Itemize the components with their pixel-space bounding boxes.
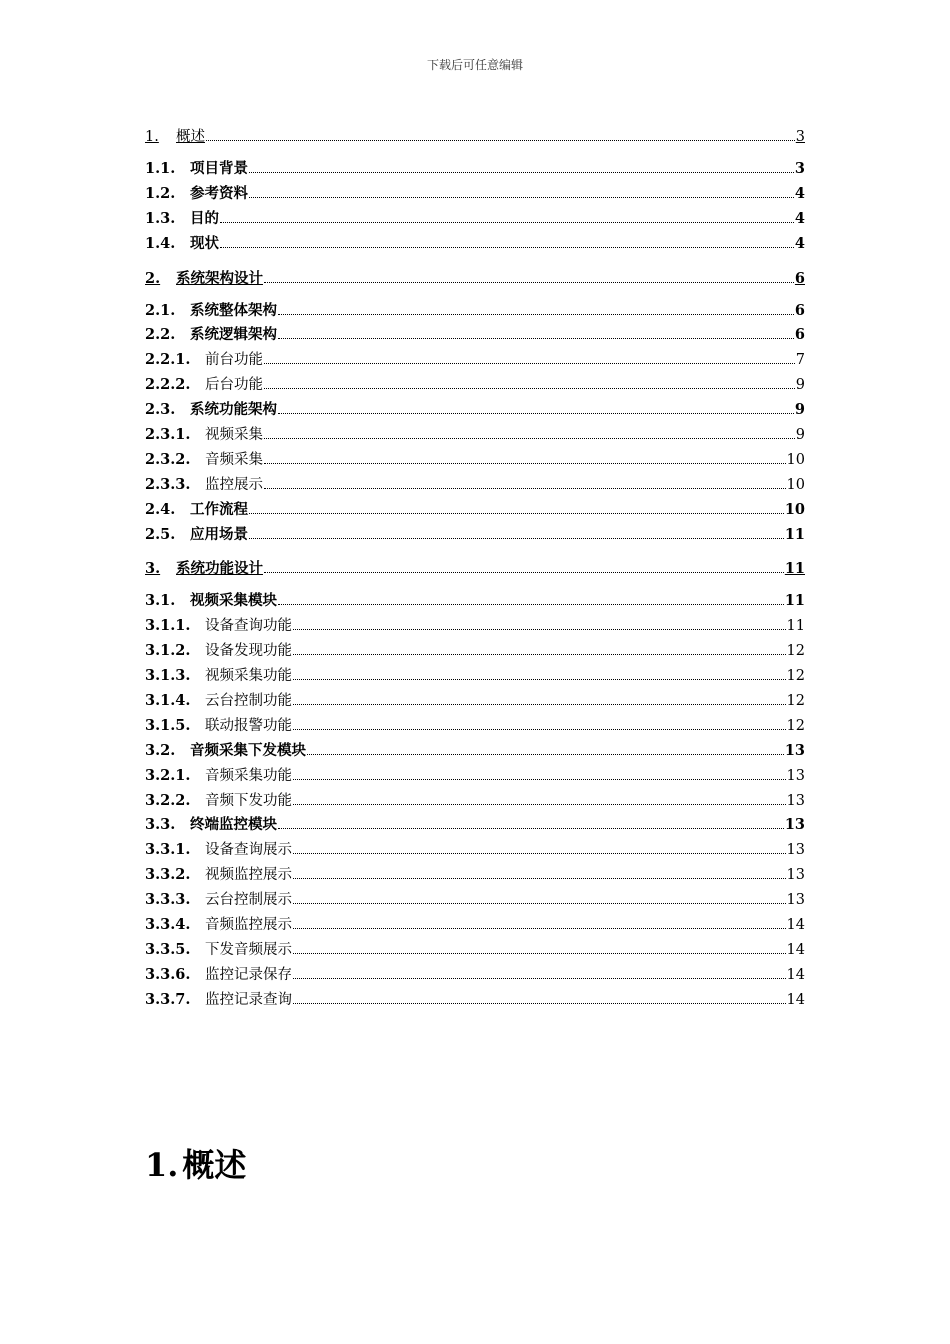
toc-entry-page: 6: [794, 326, 805, 344]
toc-dot-leader: [293, 779, 786, 780]
toc-entry-page: 13: [786, 842, 805, 859]
toc-entry-2-3-1[interactable]: [145, 423, 805, 448]
toc-entry-number: 3.: [145, 560, 161, 578]
toc-entry-number: 2.4.: [145, 500, 176, 518]
toc-entry-page: 9: [795, 377, 805, 394]
toc-dot-leader: [293, 804, 786, 805]
toc-entry-number: 2.5.: [145, 525, 176, 543]
toc-entry-number: 3.3.5.: [145, 940, 191, 958]
toc-entry-title: 音频采集下发模块: [190, 741, 306, 759]
toc-entry-title: 音频采集功能: [205, 767, 292, 784]
toc-entry-page: 12: [786, 668, 805, 685]
toc-entry-3-1[interactable]: [145, 589, 805, 614]
toc-dot-leader: [293, 903, 786, 904]
toc-entry-title: 音频监控展示: [205, 917, 292, 934]
toc-dot-leader: [293, 679, 786, 680]
toc-entry-title: 云台控制功能: [205, 693, 292, 710]
toc-dot-leader: [293, 953, 786, 954]
toc-entry-number: 3.2.2.: [145, 791, 191, 809]
toc-entry-number: 2.3.: [145, 401, 176, 419]
toc-entry-number: 3.1.: [145, 592, 176, 610]
toc-entry-page: 3: [795, 129, 805, 145]
toc-entry-3[interactable]: [145, 557, 805, 589]
toc-entry-3-3-4[interactable]: [145, 913, 805, 938]
toc-entry-number: 3.3.1.: [145, 841, 191, 859]
toc-entry-number: 2.: [145, 269, 161, 287]
toc-entry-page: 4: [794, 234, 805, 252]
toc-entry-number: 3.3.3.: [145, 891, 191, 909]
toc-entry-number: 1.2.: [145, 184, 176, 202]
section-heading: [145, 1140, 246, 1186]
toc-entry-3-3-6[interactable]: [145, 963, 805, 988]
toc-dot-leader: [249, 513, 784, 514]
toc-entry-page: 7: [795, 352, 805, 369]
toc-entry-title: 系统逻辑架构: [190, 326, 277, 344]
toc-dot-leader: [293, 853, 786, 854]
toc-entry-2-2-1[interactable]: [145, 348, 805, 373]
toc-entry-2-2-2[interactable]: [145, 373, 805, 398]
toc-entry-title: 联动报警功能: [205, 717, 292, 734]
toc-entry-title: 项目背景: [190, 160, 248, 177]
toc-entry-2-5[interactable]: [145, 523, 805, 548]
toc-entry-number: 1.1.: [145, 160, 176, 177]
toc-entry-title: 现状: [190, 234, 219, 252]
toc-entry-page: 13: [786, 867, 805, 884]
toc-entry-number: 2.3.2.: [145, 450, 191, 468]
toc-entry-number: 3.3.: [145, 816, 176, 834]
toc-entry-title: 监控展示: [205, 476, 263, 493]
toc-entry-2-3-3[interactable]: [145, 473, 805, 498]
toc-entry-page: 4: [794, 209, 805, 227]
toc-entry-page: 6: [794, 301, 805, 319]
toc-dot-leader: [293, 928, 786, 929]
header-note: 下载后可任意编辑: [426, 58, 523, 72]
toc-entry-title: 系统功能设计: [176, 560, 263, 578]
toc-entry-title: 系统整体架构: [190, 301, 277, 319]
toc-entry-3-1-5[interactable]: [145, 714, 805, 739]
toc-entry-number: 2.3.1.: [145, 426, 191, 444]
toc-entry-title: 设备查询展示: [205, 842, 292, 859]
toc-entry-page: 11: [786, 618, 805, 635]
toc-entry-number: 2.2.2.: [145, 376, 191, 394]
toc-entry-number: 2.2.1.: [145, 351, 191, 369]
toc-entry-number: 2.3.3.: [145, 475, 191, 493]
toc-entry-title: 应用场景: [190, 525, 248, 543]
toc-entry-title: 前台功能: [205, 352, 263, 369]
toc-entry-page: 9: [795, 427, 805, 444]
toc-dot-leader: [278, 828, 784, 829]
toc-entry-page: 12: [786, 643, 805, 660]
toc-entry-page: 9: [794, 401, 805, 419]
toc-entry-title: 终端监控模块: [190, 816, 277, 834]
toc-entry-1-2[interactable]: [145, 182, 805, 207]
toc-entry-title: 后台功能: [205, 377, 263, 394]
toc-entry-page: 4: [794, 184, 805, 202]
toc-entry-2-3-2[interactable]: [145, 448, 805, 473]
toc-entry-title: 设备发现功能: [205, 643, 292, 660]
toc-entry-title: 参考资料: [190, 184, 248, 202]
toc-entry-title: 设备查询功能: [205, 618, 292, 635]
toc-entry-number: 3.3.7.: [145, 990, 191, 1008]
toc-entry-1-1[interactable]: [145, 157, 805, 182]
toc-entry-number: 3.1.3.: [145, 667, 191, 685]
toc-entry-title: 概述: [176, 129, 205, 145]
toc-entry-3-3-1[interactable]: [145, 838, 805, 863]
toc-entry-3-3[interactable]: [145, 813, 805, 838]
toc-entry-page: 10: [784, 500, 805, 518]
toc-entry-title: 云台控制展示: [205, 892, 292, 909]
toc-entry-title: 视频监控展示: [205, 867, 292, 884]
toc-entry-number: 3.1.4.: [145, 692, 191, 710]
toc-dot-leader: [307, 754, 784, 755]
toc-entry-number: 3.1.2.: [145, 642, 191, 660]
toc-dot-leader: [293, 729, 786, 730]
toc-entry-title: 监控记录查询: [205, 991, 292, 1008]
toc-entry-number: 3.3.4.: [145, 916, 191, 934]
toc-entry-number: 1.4.: [145, 234, 176, 252]
toc-entry-3-1-1[interactable]: [145, 614, 805, 639]
toc-dot-leader: [278, 413, 794, 414]
toc-entry-3-2-2[interactable]: [145, 789, 805, 814]
toc-entry-2-3[interactable]: [145, 398, 805, 423]
toc-entry-number: 2.1.: [145, 301, 176, 319]
toc-entry-page: 13: [786, 792, 805, 809]
toc-dot-leader: [293, 629, 786, 630]
toc-dot-leader: [293, 878, 786, 879]
toc-entry-2-4[interactable]: [145, 498, 805, 523]
toc-entry-title: 系统架构设计: [176, 269, 263, 287]
toc-entry-page: 13: [786, 892, 805, 909]
toc-entry-page: 11: [784, 592, 805, 610]
toc-entry-title: 下发音频展示: [205, 941, 292, 958]
toc-entry-title: 目的: [190, 209, 219, 227]
toc-entry-3-1-3[interactable]: [145, 664, 805, 689]
toc-entry-page: 13: [784, 816, 805, 834]
toc-entry-page: 13: [786, 767, 805, 784]
toc-entry-number: 3.2.: [145, 741, 176, 759]
toc-dot-leader: [278, 604, 784, 605]
toc-dot-leader: [293, 704, 786, 705]
toc-dot-leader: [249, 197, 794, 198]
toc-entry-3-3-2[interactable]: [145, 863, 805, 888]
toc-entry-page: 10: [786, 476, 805, 493]
toc-dot-leader: [264, 572, 784, 573]
toc-dot-leader: [293, 978, 786, 979]
toc-dot-leader: [264, 463, 786, 464]
toc-entry-1-3[interactable]: [145, 207, 805, 232]
toc-entry-2-2[interactable]: [145, 323, 805, 348]
toc-entry-page: 3: [794, 160, 805, 177]
toc-dot-leader: [249, 538, 784, 539]
toc-dot-leader: [264, 282, 794, 283]
toc-entry-page: 10: [786, 451, 805, 468]
toc-dot-leader: [220, 222, 794, 223]
toc-entry-title: 音频下发功能: [205, 792, 292, 809]
toc-entry-1[interactable]: [145, 125, 805, 157]
toc-entry-3-3-3[interactable]: [145, 888, 805, 913]
toc-dot-leader: [264, 388, 795, 389]
toc-entry-title: 音频采集: [205, 451, 263, 468]
toc-entry-page: 14: [786, 941, 805, 958]
toc-entry-title: 工作流程: [190, 500, 248, 518]
toc-entry-3-1-2[interactable]: [145, 639, 805, 664]
toc-dot-leader: [264, 363, 795, 364]
toc-entry-title: 视频采集模块: [190, 592, 277, 610]
toc-entry-number: 3.1.5.: [145, 716, 191, 734]
toc-entry-3-3-7[interactable]: [145, 988, 805, 1013]
toc-entry-title: 监控记录保存: [205, 966, 292, 983]
toc-entry-page: 14: [786, 991, 805, 1008]
toc-entry-page: 12: [786, 717, 805, 734]
toc-dot-leader: [220, 247, 794, 248]
toc-entry-3-3-5[interactable]: [145, 938, 805, 963]
toc-entry-2[interactable]: [145, 267, 805, 299]
toc-dot-leader: [293, 654, 786, 655]
toc-entry-number: 1.3.: [145, 209, 176, 227]
toc-entry-title: 视频采集: [205, 427, 263, 444]
toc-entry-number: 3.2.1.: [145, 766, 191, 784]
toc-entry-page: 13: [784, 741, 805, 759]
toc-entry-3-2-1[interactable]: [145, 764, 805, 789]
toc-entry-1-4[interactable]: [145, 232, 805, 257]
toc-entry-2-1[interactable]: [145, 299, 805, 324]
toc-dot-leader: [278, 314, 794, 315]
toc-dot-leader: [293, 1003, 786, 1004]
toc-dot-leader: [249, 172, 794, 173]
toc-entry-page: 11: [784, 560, 805, 578]
toc-entry-number: 2.2.: [145, 326, 176, 344]
toc-dot-leader: [264, 438, 795, 439]
toc-entry-number: 3.3.6.: [145, 965, 191, 983]
toc-dot-leader: [264, 488, 786, 489]
toc-entry-page: 14: [786, 917, 805, 934]
toc-entry-3-1-4[interactable]: [145, 689, 805, 714]
toc-dot-leader: [206, 140, 795, 141]
toc-entry-title: 系统功能架构: [190, 401, 277, 419]
toc-entry-page: 6: [794, 269, 805, 287]
section-heading-title: 概述: [182, 1146, 247, 1184]
toc-entry-number: 3.3.2.: [145, 866, 191, 884]
toc-entry-page: 14: [786, 966, 805, 983]
toc-entry-title: 视频采集功能: [205, 668, 292, 685]
toc-entry-page: 12: [786, 693, 805, 710]
toc-entry-number: 1.: [145, 129, 159, 145]
section-heading-number: 1.: [145, 1146, 179, 1184]
toc-entry-3-2[interactable]: [145, 739, 805, 764]
toc-entry-number: 3.1.1.: [145, 617, 191, 635]
toc-dot-leader: [278, 338, 794, 339]
table-of-contents: [145, 125, 805, 1013]
toc-entry-page: 11: [784, 525, 805, 543]
